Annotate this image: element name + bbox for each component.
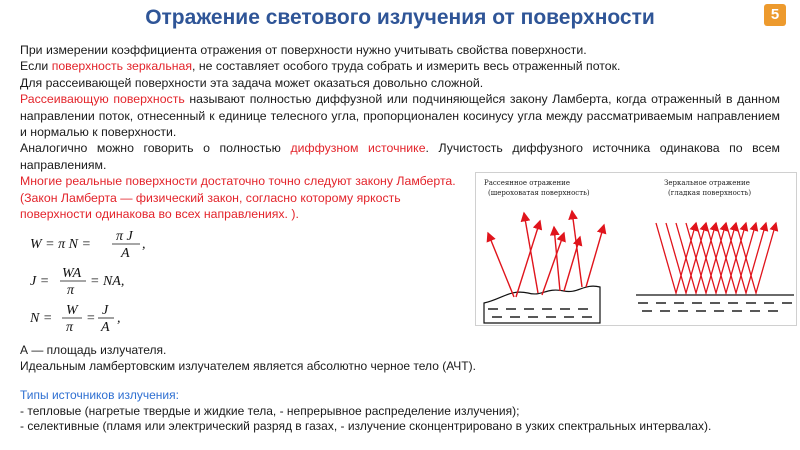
text-line-1: При измерении коэффициента отражения от поверхности нужно учитывать свойства поверхности. [20,43,587,57]
specular-title: Зеркальное отражение [664,179,750,187]
svg-text:A: A [121,246,130,261]
diffuse-subtitle: (шероховатая поверхность) [488,189,590,197]
text-line-3: Для рассеивающей поверхности эта задача может оказаться довольно сложной. [20,75,484,90]
diffuse-title: Рассеянное отражение [484,179,570,187]
svg-text:π: π [67,283,75,298]
formula-block [30,228,180,340]
svg-text:A: A [101,320,110,335]
svg-text:= NA,: = NA, [90,274,125,289]
specular-subtitle: (гладкая поверхность) [668,189,752,197]
specular-rays [656,223,776,293]
svg-text:WA: WA [62,266,82,281]
svg-text:π: π [66,320,74,335]
real-surfaces-line: Многие реальные поверхности достаточно точно следуют закону Ламберта. [20,174,456,189]
slide-number-badge: 5 [764,4,786,26]
source-type-thermal: - тепловые (нагретые твердые и жидкие тела, - непрерывное распределение излучения); [20,403,520,418]
notes-block [20,343,790,435]
term-mirror-surface: поверхность зеркальная [51,59,193,74]
reflection-diagram [475,172,797,326]
lambert-paragraph: Рассеивающую поверхность называют полностью диффузной или подчиняющейся закону Ламберта, когда отраженный в данном направлении поток, отнесенный к единице телесного угла, пропорционален косинусу угла между рассматриваемым направлением и нормалью к поверхности. [20,92,780,140]
svg-text:,: , [117,311,121,326]
source-types-heading: Типы источников излучения: [20,388,179,402]
lambert-law-note: (Закон Ламберта — физический закон, согласно которому яркость поверхности одинакова во всех направлениях. ). [20,190,401,222]
formula-3 [30,303,121,335]
text-line-2: Если поверхность зеркальная, не составляет особого труда собрать и измерить весь отраженный поток. [20,59,621,74]
term-scattering-surface: Рассеивающую поверхность [20,92,185,107]
diffuse-source-paragraph: Аналогично можно говорить о полностью диффузном источнике. Лучистость диффузного источника одинакова по всем направлениям. [20,141,780,172]
term-diffuse-source: диффузном источнике [290,141,426,156]
svg-text:π J: π J [116,229,133,244]
svg-text:W: W [66,303,78,318]
svg-text:J =: J = [30,274,50,289]
svg-text:=: = [86,311,96,326]
svg-text:N =: N = [30,311,53,326]
formula-2 [30,266,124,298]
scattered-rays [488,211,604,297]
smooth-surface [636,295,794,311]
svg-text:,: , [142,237,146,252]
source-type-selective: - селективные (пламя или электрический разряд в газах, - излучение сконцентрировано в узких спектральных интервалах). [20,419,712,433]
svg-text:J: J [102,303,109,318]
svg-text:W = π N =: W = π N = [30,237,91,252]
slide-title: Отражение светового излучения от поверхности [145,6,655,29]
rough-surface [484,286,600,323]
formula-1 [30,229,146,261]
note-area: А — площадь излучателя. [20,343,167,357]
note-blackbody: Идеальным ламбертовским излучателем является абсолютно черное тело (АЧТ). [20,358,476,373]
